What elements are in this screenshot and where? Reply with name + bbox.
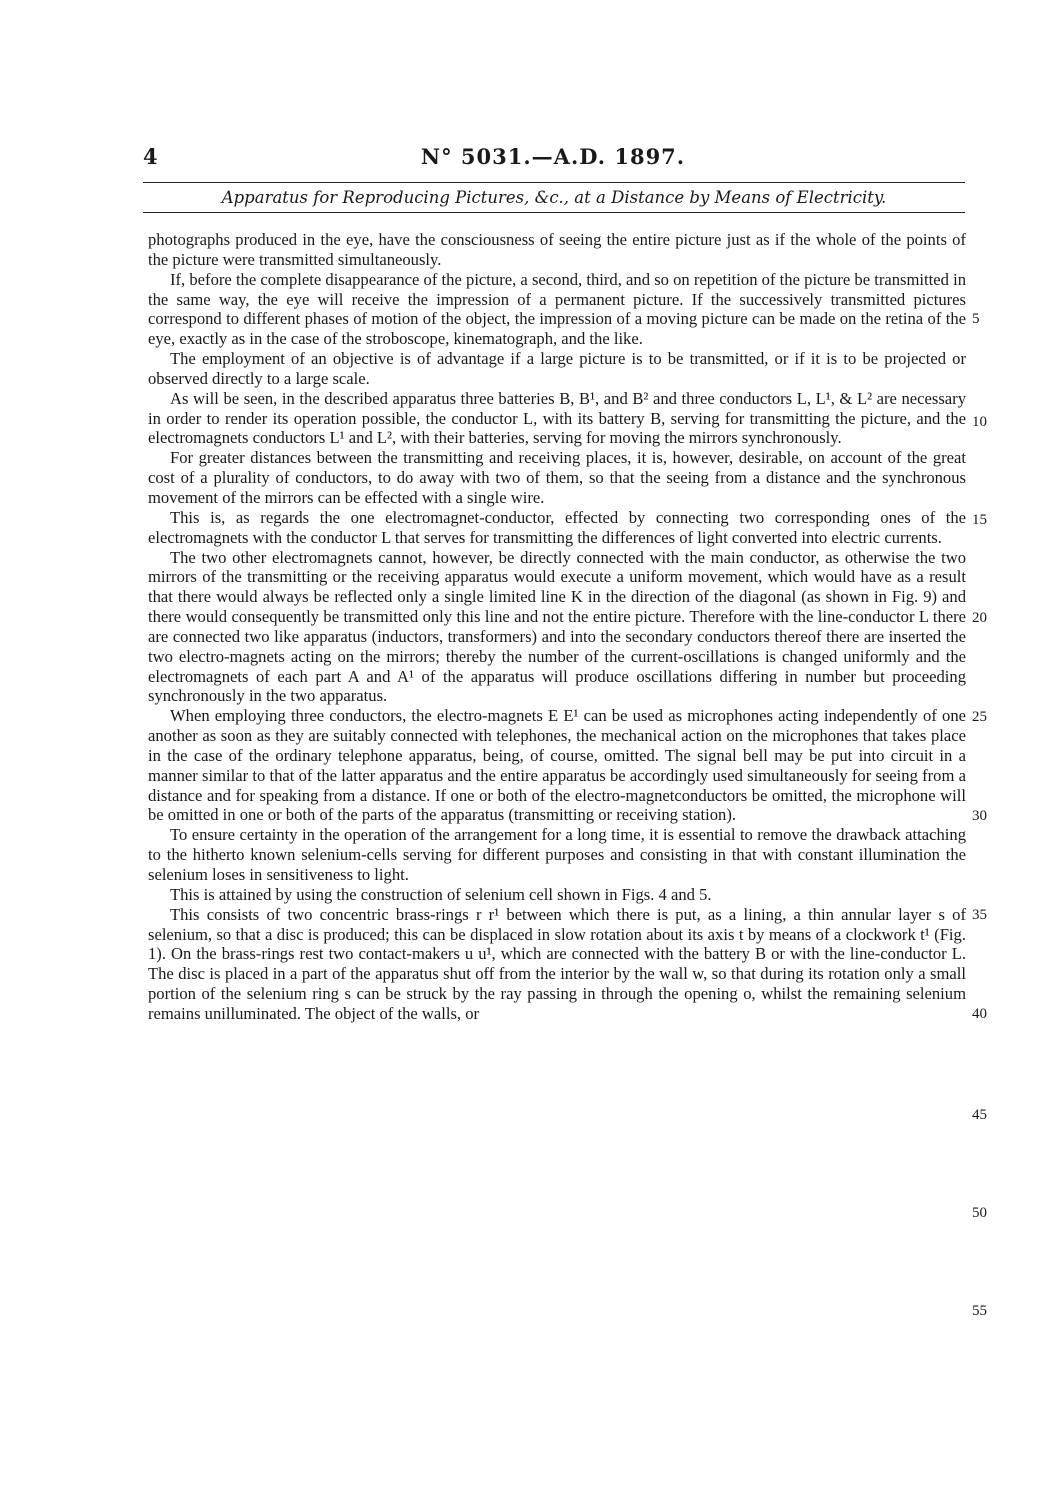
line-number: 45 bbox=[972, 1107, 987, 1123]
page-number: 4 bbox=[143, 144, 158, 169]
paragraph: This is, as regards the one electromagnet-conductor, effected by connecting two corresponding ones of the electromagnets with the conductor L that serves for transmitting the differences of light converted into electric currents. bbox=[148, 507, 966, 547]
line-number: 15 bbox=[972, 512, 987, 528]
header-rule-bottom bbox=[143, 212, 965, 213]
page-header bbox=[143, 144, 963, 174]
line-number: 25 bbox=[972, 709, 987, 725]
line-number: 30 bbox=[972, 808, 987, 824]
paragraph: The two other electromagnets cannot, however, be directly connected with the main conductor, as otherwise the two mirrors of the transmitting or the receiving apparatus would execute a uniform movement, which would have as a result that there would always be reflected only a single limited line K in the direction of the diagonal (as shown in Fig. 9) and there would consequently be transmitted only this line and not the entire picture. Therefore with the line-conductor L there are connected two like apparatus (inductors, transformers) and into the secondary conductors thereof there are inserted the two electro-magnets acting on the mirrors; thereby the number of the current-oscillations is changed uniformly and the electromagnets of each part A and A¹ of the apparatus will produce oscillations differing in number but proceeding synchronously in the two apparatus. bbox=[148, 547, 966, 706]
paragraph: When employing three conductors, the electro-magnets E E¹ can be used as microphones acting independently of one another as soon as they are suitably connected with telephones, the mechanical action on the microphones that takes place in the case of the ordinary telephone apparatus, being, of course, omitted. The signal bell may be put into circuit in a manner similar to that of the latter apparatus and the entire apparatus be accordingly used simultaneously for seeing from a distance and for speaking from a distance. If one or both of the electro-magnetconductors be omitted, the microphone will be omitted in one or both of the parts of the apparatus (transmitting or receiving station). bbox=[148, 706, 966, 825]
paragraph: This consists of two concentric brass-rings r r¹ between which there is put, as a lining, a thin annular layer s of selenium, so that a disc is produced; this can be displaced in slow rotation about its axis t by means of a clockwork t¹ (Fig. 1). On the brass-rings rest two contact-makers u u¹, which are connected with the battery B or with the line-conductor L. The disc is placed in a part of the apparatus shut off from the interior by the wall w, so that during its rotation only a small portion of the selenium ring s can be struck by the ray passing in through the opening o, whilst the remaining selenium remains unilluminated. The object of the walls, or bbox=[148, 904, 966, 1023]
running-title: Apparatus for Reproducing Pictures, &c., at a Distance by Means of Electricity. bbox=[221, 188, 887, 207]
paragraph: If, before the complete disappearance of the picture, a second, third, and so on repetition of the picture be transmitted in the same way, the eye will receive the impression of a permanent picture. If the successively transmitted pictures correspond to different phases of motion of the object, the impression of a moving picture can be made on the retina of the eye, exactly as in the case of the stroboscope, kinematograph, and the like. bbox=[148, 269, 966, 349]
line-number: 35 bbox=[972, 907, 987, 923]
paragraph: The employment of an objective is of advantage if a large picture is to be transmitted, or if it is to be projected or observed directly to a large scale. bbox=[148, 349, 966, 388]
paragraph: This is attained by using the construction of selenium cell shown in Figs. 4 and 5. bbox=[170, 884, 712, 904]
header-rule-top bbox=[143, 182, 965, 183]
line-number: 50 bbox=[972, 1205, 987, 1221]
line-number: 55 bbox=[972, 1303, 987, 1319]
body-text bbox=[148, 230, 966, 1024]
paragraph: For greater distances between the transmitting and receiving places, it is, however, desirable, on account of the great cost of a plurality of conductors, to do away with two of them, so that the seeing from a distance and the synchronous movement of the mirrors can be effected with a single wire. bbox=[148, 448, 966, 507]
line-number: 10 bbox=[972, 414, 987, 430]
paragraph: As will be seen, in the described apparatus three batteries B, B¹, and B² and three conductors L, L¹, & L² are necessary in order to render its operation possible, the conductor L, with its battery B, serving for transmitting the picture, and the electromagnets conductors L¹ and L², with their batteries, serving for moving the mirrors synchronously. bbox=[148, 388, 966, 448]
paragraph: To ensure certainty in the operation of the arrangement for a long time, it is essential to remove the drawback attaching to the hitherto known selenium-cells serving for different purposes and consisting in that with constant illumination the selenium loses in sensitiveness to light. bbox=[148, 825, 966, 884]
line-number: 5 bbox=[972, 311, 980, 327]
specification-number: N° 5031.—A.D. 1897. bbox=[420, 144, 686, 169]
line-number: 40 bbox=[972, 1006, 987, 1022]
line-number: 20 bbox=[972, 610, 987, 626]
paragraph: photographs produced in the eye, have the consciousness of seeing the entire picture just as if the whole of the points of the picture were transmitted simultaneously. bbox=[148, 230, 966, 269]
